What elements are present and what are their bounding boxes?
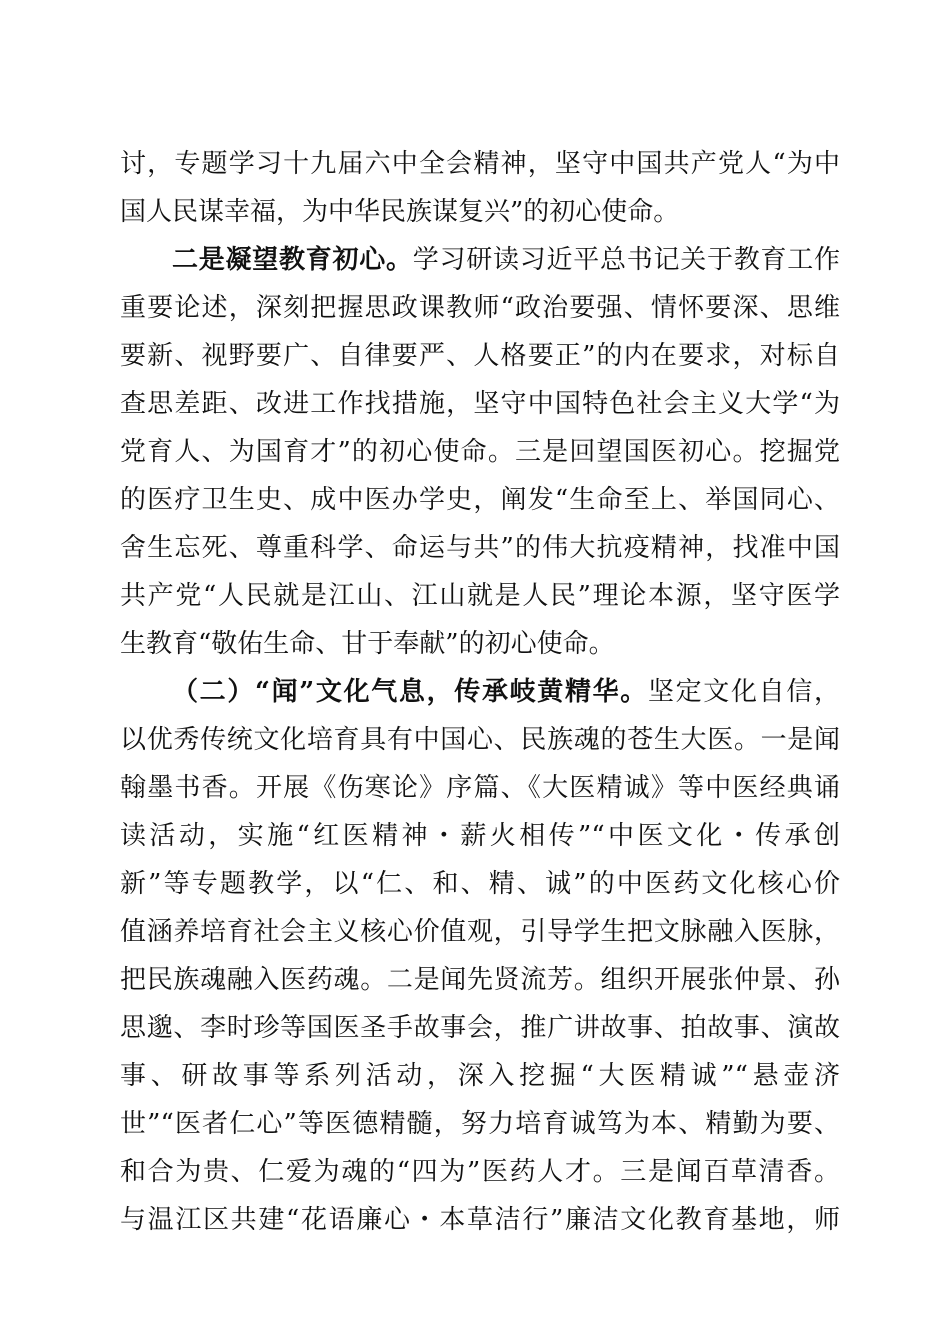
text-line-7: 党育人、为国育才”的初心使命。三是回望国医初心。挖掘党	[120, 437, 840, 467]
document-body	[120, 140, 840, 1244]
text-line-5: 要新、视野要广、自律要严、人格要正”的内在要求，对标自	[120, 341, 840, 371]
text-line-9: 舍生忘死、尊重科学、命运与共”的伟大抗疫精神，找准中国	[120, 533, 840, 563]
text-line-10: 共产党“人民就是江山、江山就是人民”理论本源，坚守医学	[120, 581, 840, 611]
text-line-18: 把民族魂融入医药魂。二是闻先贤流芳。组织开展张仲景、孙	[120, 965, 840, 995]
text-line-23: 与温江区共建“花语廉心・本草洁行”廉洁文化教育基地，师	[120, 1205, 840, 1235]
text-line-15: 读活动，实施“红医精神・薪火相传”“中医文化・传承创	[120, 821, 840, 851]
text-line-21: 世”“医者仁心”等医德精髓，努力培育诚笃为本、精勤为要、	[120, 1109, 840, 1139]
text-line-16: 新”等专题教学，以“仁、和、精、诚”的中医药文化核心价	[120, 869, 840, 899]
text-line-1: 讨，专题学习十九届六中全会精神，坚守中国共产党人“为中	[120, 149, 840, 179]
text-line-17: 值涵养培育社会主义核心价值观，引导学生把文脉融入医脉，	[120, 917, 840, 947]
text-line-20: 事、研故事等系列活动，深入挖掘“大医精诚”“悬壶济	[120, 1061, 840, 1091]
text-line-22: 和合为贵、仁爱为魂的“四为”医药人才。三是闻百草清香。	[120, 1157, 840, 1187]
text-line-3: 二是凝望教育初心。学习研读习近平总书记关于教育工作	[172, 245, 840, 275]
section-heading: （二）“闻”文化气息，传承岐黄精华。	[172, 677, 648, 707]
text-line-19: 思邈、李时珍等国医圣手故事会，推广讲故事、拍故事、演故	[120, 1013, 840, 1043]
text-line-12: （二）“闻”文化气息，传承岐黄精华。坚定文化自信，	[172, 677, 840, 707]
text-line-13: 以优秀传统文化培育具有中国心、民族魂的苍生大医。一是闻	[120, 725, 840, 755]
text-line-11: 生教育“敬佑生命、甘于奉献”的初心使命。	[120, 629, 615, 659]
paragraph-heading: 二是凝望教育初心。	[172, 245, 413, 275]
text-line-14: 翰墨书香。开展《伤寒论》序篇、《大医精诚》等中医经典诵	[120, 773, 840, 803]
text-line-2: 国人民谋幸福，为中华民族谋复兴”的初心使命。	[120, 197, 680, 227]
text-line-6: 查思差距、改进工作找措施，坚守中国特色社会主义大学“为	[120, 389, 840, 419]
text-line-8: 的医疗卫生史、成中医办学史，阐发“生命至上、举国同心、	[120, 485, 840, 515]
text-line-4: 重要论述，深刻把握思政课教师“政治要强、情怀要深、思维	[120, 293, 840, 323]
